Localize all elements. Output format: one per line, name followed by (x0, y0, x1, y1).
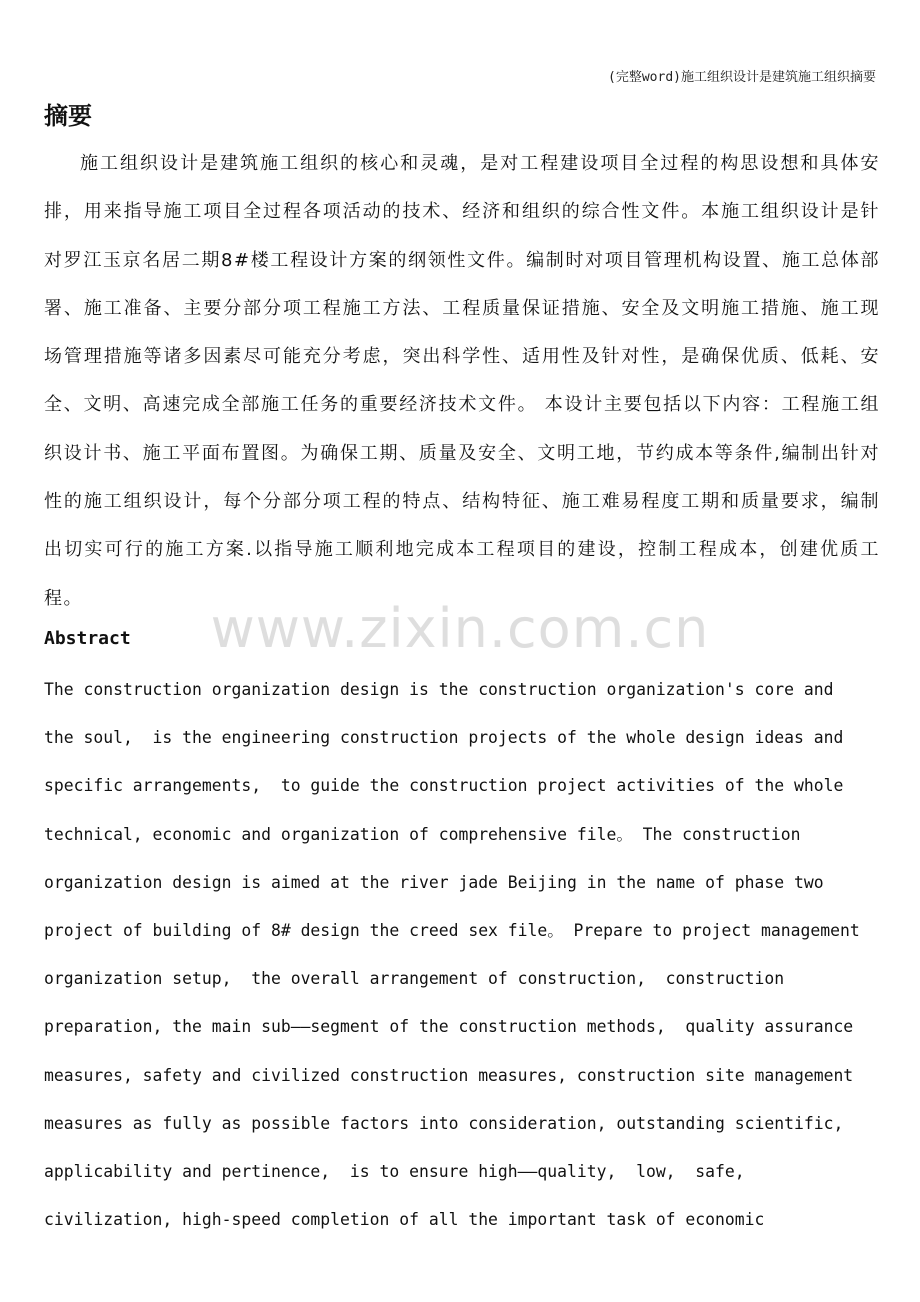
abstract-en-line: the soul, is the engineering construction projects of the whole design ideas and (44, 728, 844, 748)
abstract-cn-body: 施工组织设计是建筑施工组织的核心和灵魂，是对工程建设项目全过程的构思设想和具体安排，用来指导施工项目全过程各项活动的技术、经济和组织的综合性文件。本施工组织设计是针对罗江玉京名居二期8#楼工程设计方案的纲领性文件。编制时对项目管理机构设置、施工总体部署、施工准备、主要分部分项工程施工方法、工程质量保证措施、安全及文明施工措施、施工现场管理措施等诸多因素尽可能充分考虑，突出科学性、适用性及针对性，是确保优质、低耗、安全、文明、高速完成全部施工任务的重要经济技术文件。 本设计主要包括以下内容：工程施工组织设计书、施工平面布置图。为确保工期、质量及安全、文明工地，节约成本等条件,编制出针对性的施工组织设计，每个分部分项工程的特点、结构特征、施工难易程度工期和质量要求，编制出切实可行的施工方案.以指导施工顺利地完成本工程项目的建设，控制工程成本，创建优质工程。 (44, 153, 880, 609)
abstract-en-line: organization design is aimed at the river jade Beijing in the name of phase two (44, 872, 824, 892)
abstract-en-line: technical, economic and organization of comprehensive file。 The construction (44, 824, 801, 844)
abstract-en-line: applicability and pertinence, is to ensure high——quality, low, safe, (44, 1161, 745, 1181)
abstract-en-line: civilization, high-speed completion of all the important task of economic (44, 1210, 765, 1230)
abstract-en-line: specific arrangements, to guide the construction project activities of the whole (44, 776, 844, 796)
abstract-en-line: organization setup, the overall arrangement of construction, construction (44, 969, 785, 989)
watermark: www.zixin.com.cn (210, 597, 710, 660)
abstract-en-line: The construction organization design is the construction organization's core and (44, 680, 834, 699)
abstract-en-title: Abstract (44, 628, 131, 649)
abstract-en-line: measures, safety and civilized construction measures, construction site management (44, 1065, 854, 1085)
page-header: (完整word)施工组织设计是建筑施工组织摘要 (608, 70, 876, 85)
abstract-en-line: project of building of 8# design the creed sex file。 Prepare to project management (44, 920, 860, 940)
abstract-en-body (44, 666, 894, 1244)
abstract-en-line: preparation, the main sub——segment of the construction methods, quality assurance (44, 1017, 854, 1037)
abstract-cn-title: 摘要 (44, 102, 92, 130)
abstract-en-line: measures as fully as possible factors into consideration, outstanding scientific, (44, 1113, 844, 1133)
